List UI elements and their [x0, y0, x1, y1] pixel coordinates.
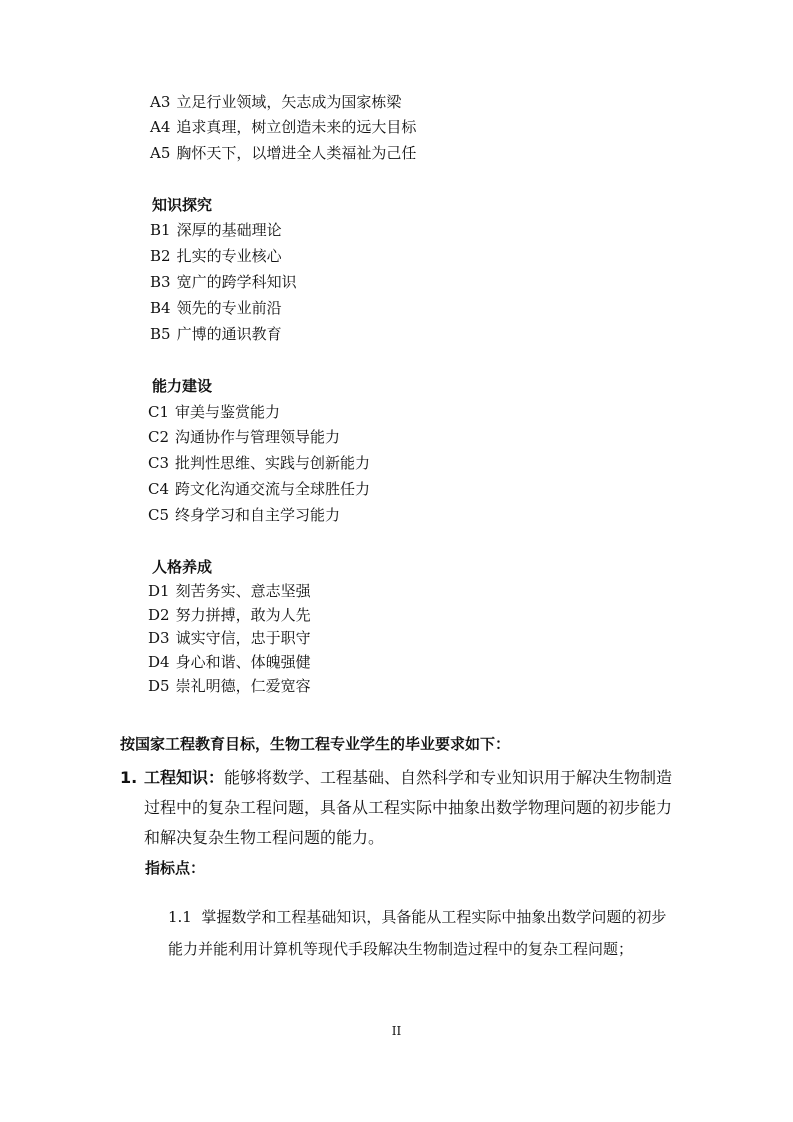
item-code: D4 — [148, 653, 170, 671]
list-item-c4 — [148, 480, 370, 498]
item-text: 深厚的基础理论 — [176, 221, 282, 239]
item-text: 追求真理，树立创造未来的远大目标 — [176, 118, 417, 136]
list-item-c3 — [148, 454, 370, 472]
item-text: 广博的通识教育 — [176, 325, 282, 343]
section-heading-personality: 人格养成 — [152, 558, 213, 576]
item-code: B1 — [150, 221, 171, 239]
list-item-b2 — [150, 247, 282, 265]
requirement-text: 能够将数学、工程基础、自然科学和专业知识用于解决生物制造过程中的复杂工程问题，具备从工程实际中抽象出数学物理问题的初步能力和解决复杂生物工程问题的能力。 — [144, 768, 673, 847]
item-code: B4 — [150, 299, 171, 317]
section-heading-knowledge: 知识探究 — [152, 196, 213, 214]
list-item-b4 — [150, 299, 282, 317]
item-code: B2 — [150, 247, 171, 265]
item-text: 立足行业领域，矢志成为国家栋梁 — [176, 93, 402, 111]
section-heading-ability: 能力建设 — [152, 377, 213, 395]
list-item-b1 — [150, 221, 282, 239]
list-item-d1 — [148, 582, 311, 600]
item-code: C3 — [148, 454, 170, 472]
item-text: 身心和谐、体魄强健 — [175, 653, 311, 671]
item-text: 终身学习和自主学习能力 — [175, 506, 341, 524]
item-code: A5 — [150, 144, 171, 162]
list-item-c5 — [148, 506, 340, 524]
item-code: D5 — [148, 677, 170, 695]
requirement-number: 1. — [120, 768, 138, 787]
item-text: 领先的专业前沿 — [176, 299, 282, 317]
item-text: 批判性思维、实践与创新能力 — [175, 454, 371, 472]
point-number: 1.1 — [168, 908, 192, 926]
list-item-d2 — [148, 606, 311, 624]
item-code: D1 — [148, 582, 170, 600]
item-text: 宽广的跨学科知识 — [176, 273, 297, 291]
item-code: C1 — [148, 403, 170, 421]
item-code: C4 — [148, 480, 170, 498]
list-item-d5 — [148, 677, 311, 695]
item-code: B3 — [150, 273, 171, 291]
item-code: D3 — [148, 629, 170, 647]
indicator-point — [168, 901, 673, 965]
list-item-d4 — [148, 653, 311, 671]
list-item-a3 — [150, 93, 401, 111]
item-text: 刻苦务实、意志坚强 — [175, 582, 311, 600]
item-text: 跨文化沟通交流与全球胜任力 — [175, 480, 371, 498]
item-text: 诚实守信，忠于职守 — [175, 629, 311, 647]
item-code: C2 — [148, 428, 170, 446]
item-text: 扎实的专业核心 — [176, 247, 282, 265]
requirement-title: 工程知识： — [144, 768, 225, 787]
list-item-a5 — [150, 144, 416, 162]
requirements-heading: 按国家工程教育目标，生物工程专业学生的毕业要求如下： — [120, 735, 511, 753]
point-text: 掌握数学和工程基础知识，具备能从工程实际中抽象出数学问题的初步能力并能利用计算机等现代手段解决生物制造过程中的复杂工程问题； — [168, 908, 667, 958]
item-text: 崇礼明德，仁爱宽容 — [175, 677, 311, 695]
item-text: 努力拼搏，敢为人先 — [175, 606, 311, 624]
item-text: 胸怀天下，以增进全人类福祉为己任 — [176, 144, 417, 162]
list-item-a4 — [150, 118, 416, 136]
item-code: D2 — [148, 606, 170, 624]
item-code: B5 — [150, 325, 171, 343]
requirement-item — [120, 763, 680, 853]
page-number: II — [391, 1024, 402, 1038]
item-code: C5 — [148, 506, 170, 524]
item-code: A4 — [150, 118, 171, 136]
item-text: 审美与鉴赏能力 — [175, 403, 281, 421]
list-item-c2 — [148, 428, 340, 446]
list-item-c1 — [148, 403, 280, 421]
item-text: 沟通协作与管理领导能力 — [175, 428, 341, 446]
list-item-b3 — [150, 273, 297, 291]
item-code: A3 — [150, 93, 171, 111]
list-item-d3 — [148, 629, 311, 647]
list-item-b5 — [150, 325, 282, 343]
indicator-label: 指标点： — [145, 859, 206, 877]
requirement-body — [144, 763, 680, 853]
